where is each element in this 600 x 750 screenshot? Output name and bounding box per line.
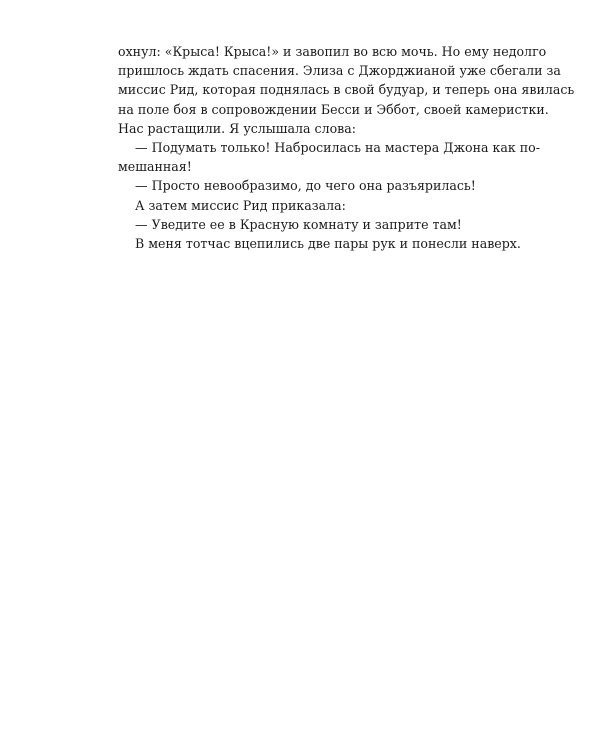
text-line: пришлось ждать спасения. Элиза с Джорджианой уже сбегали за bbox=[118, 63, 561, 79]
dialogue-line: — Просто невообразимо, до чего она разъярилась! bbox=[135, 178, 476, 194]
paragraph-line: В меня тотчас вцепились две пары рук и понесли наверх. bbox=[135, 236, 521, 252]
dialogue-line: — Уведите ее в Красную комнату и заприте там! bbox=[135, 216, 462, 232]
text-line: на поле боя в сопровождении Бесси и Эббот, своей камеристки. bbox=[118, 101, 549, 117]
body-text bbox=[118, 42, 575, 253]
text-line: мешанная! bbox=[118, 159, 192, 175]
text-line: миссис Рид, которая поднялась в свой будуар, и теперь она явилась bbox=[118, 82, 575, 98]
dialogue-line: — Подумать только! Набросилась на мастера Джона как по- bbox=[135, 140, 541, 156]
text-line: охнул: «Крыса! Крыса!» и завопил во всю мочь. Но ему недолго bbox=[118, 44, 547, 59]
text-line: Нас растащили. Я услышала слова: bbox=[118, 120, 357, 136]
paragraph-line: А затем миссис Рид приказала: bbox=[135, 197, 346, 213]
